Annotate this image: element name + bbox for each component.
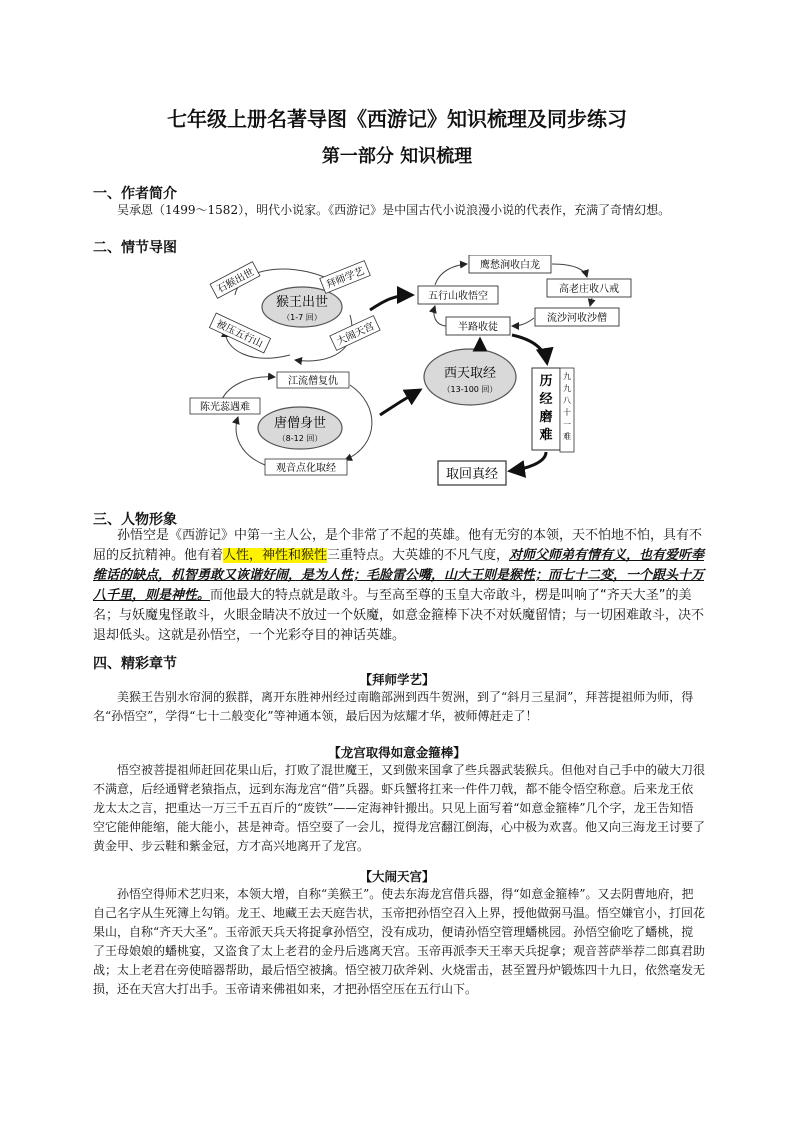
section-chapters-heading: 四、精彩章节 [93,656,177,672]
section-plot-heading: 二、情节导图 [93,240,177,256]
character-paragraph [93,526,705,646]
section-author-heading: 一、作者简介 [93,186,177,202]
hardship-note-3: 八 [563,396,571,405]
chapter-1-title: 【拜师学艺】 [359,672,435,687]
chapter-3-text: 孙悟空得师术艺归来，本领大增，自称“美猴王”。使去东海龙宫借兵器，得“如意金箍棒”。又去阴曹地府，把自己名字从生死簿上勾销。龙王、地藏王去天庭告状，玉帝把孙悟空召入上界，授他做弼马温。悟空嫌官小，打回花果山，自称“齐天大圣”。玉帝派天兵天将捉拿孙悟空，没有成功，便请孙悟空管理蟠桃园。孙悟空偷吃了蟠桃，搅了王母娘娘的蟠桃宴，又盗食了太上老君的金丹后逃离天宫。玉帝再派李天王率天兵捉拿；观音菩萨举荐二郎真君助战；太上老君在旁使暗器帮助，最后悟空被擒。悟空被刀砍斧剁、火烧雷击，甚至置丹炉锻炼四十九日，依然毫发无损，还在天宫大打出手。玉帝请来佛祖如来，才把孙悟空压在五行山下。 [93,887,706,996]
hardship-char-4: 难 [539,428,553,443]
hardship-note-5: 一 [563,420,571,429]
hardship-char-3: 磨 [539,410,553,425]
monkey-item-4: 大闹天宫 [335,320,377,348]
document-subtitle: 第一部分 知识梳理 [321,146,473,167]
tang-item-3: 观音点化取经 [276,463,336,474]
journey-title: 西天取经 [443,366,497,381]
section-character-heading: 三、人物形象 [93,512,177,528]
plot-diagram [180,255,660,495]
journey-range: （13-100 回） [442,385,498,394]
tang-monk-range: （8-12 回） [277,434,323,443]
disciple-shaseng: 流沙河收沙僧 [547,313,607,324]
monkey-item-2: 拜师学艺 [324,265,367,291]
disciple-wukong: 五行山收悟空 [428,291,488,302]
monkey-item-1: 石猴出世 [215,267,256,296]
hardship-note-2: 九 [563,384,571,393]
tang-item-2: 陈光蕊遇难 [200,402,250,413]
character-text-3: 而他最大的特点就是敢斗。与至高至尊的玉皇大帝敢斗，楞是叫响了“齐天大圣”的美名；与妖魔鬼怪敢斗，火眼金睛决不放过一个妖魔，如意金箍棒下决不对妖魔留情；与一切困难敢斗，决不退却低头。这就是孙悟空，一个光彩夺目的神话英雄。 [93,588,705,643]
hardship-char-1: 历 [539,374,553,389]
chapter-2-text: 悟空被菩提祖师赶回花果山后，打败了混世魔王，又到傲来国拿了些兵器武装猴兵。但他对自己手中的破大刀很不满意，后经通臂老猿指点，远到东海龙宫“借”兵器。虾兵蟹将扛来一件件刀戟，都不能令悟空称意。后来龙王依龙太太之言，把重达一万三千五百斤的“废铁”——定海神针搬出。只见上面写着“如意金箍棒”几个字，龙王告知悟空它能伸能缩，能大能小，甚是神奇。悟空耍了一会儿，搅得龙宫翻江倒海，心中极为欢喜。他又向三海龙王讨要了黄金甲、步云鞋和紫金冠，方才高兴地离开了龙宫。 [93,763,706,853]
monkey-king-title: 猴王出世 [275,295,329,310]
hardship-note-6: 难 [563,432,571,441]
monkey-item-3: 被压五行山 [214,318,265,350]
disciple-bajie: 高老庄收八戒 [559,284,619,295]
chapter-1-text: 美猴王告别水帘洞的猴群，离开东胜神州经过南瞻部洲到西牛贺洲，到了“斜月三星洞”，拜菩提祖师为师，得名“孙悟空”，学得“七十二般变化”等神通本领，最后因为炫耀才华，被师傅赶走了！ [93,690,694,723]
disciple-summary: 半路收徒 [458,322,498,333]
character-text-1: 孙悟空是《西游记》中第一主人公，是个非常了不起的英雄。他有无穷的本领，天不怕地不怕，具有不屈的反抗精神。他有着 [93,528,703,563]
hardship-note-1: 九 [563,372,571,381]
character-emphasis: 对师父师弟有情有义，也有爱听奉维话的缺点，机智勇敢又诙谐好闹，是为人性；毛脸雷公嘴，山大王则是猴性；而七十二变，一个跟头十万八千里，则是神性。 [93,548,705,603]
character-text-2: 三重特点。大英雄的不凡气度， [327,548,510,563]
author-intro-text: 吴承恩（1499～1582），明代小说家。《西游记》是中国古代小说浪漫小说的代表作，充满了奇情幻想。 [117,203,671,217]
chapter-2-title: 【龙宫取得如意金箍棒】 [328,745,466,760]
document-title: 七年级上册名著导图《西游记》知识梳理及同步练习 [167,107,627,131]
disciple-bailong: 鹰愁涧收白龙 [480,260,540,271]
hardship-char-2: 经 [539,392,553,407]
tang-item-1: 江流僧复仇 [288,376,338,387]
tang-monk-title: 唐僧身世 [273,416,327,431]
chapter-3-title: 【大闹天宫】 [359,869,435,884]
result-label: 取回真经 [445,467,499,482]
character-highlight: 人性，神性和猴性 [223,548,328,563]
hardship-note-4: 十 [563,408,571,417]
monkey-king-range: （1-7 回） [282,313,322,322]
